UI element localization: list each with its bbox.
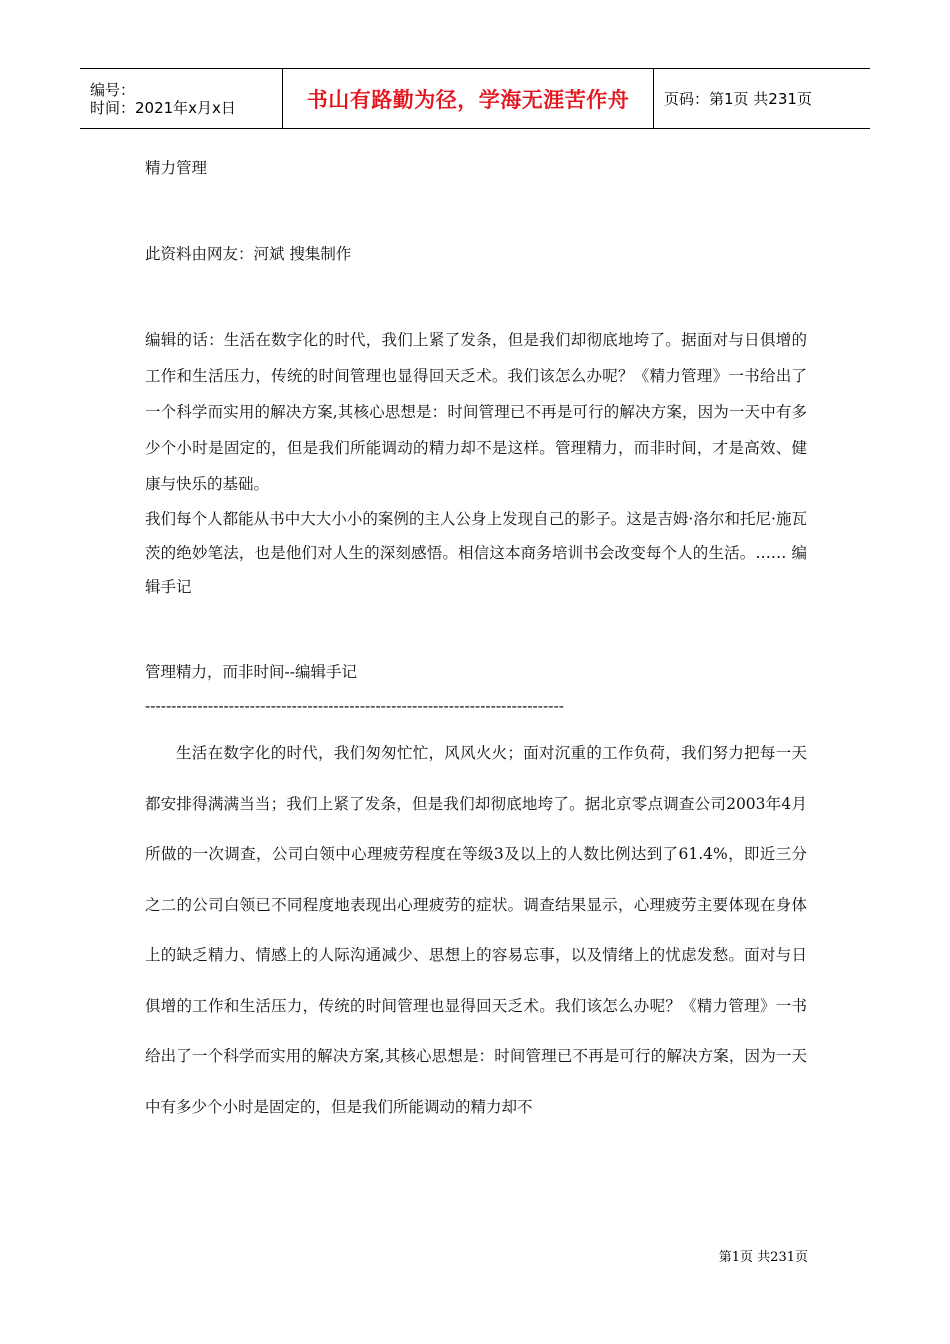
motto-text: 书山有路勤为径，学海无涯苦作舟 [306, 87, 630, 112]
document-body [145, 150, 807, 1132]
editor-note-paragraph-2: 我们每个人都能从书中大大小小的案例的主人公身上发现自己的影子。这是吉姆·洛尔和托尼·施瓦茨的绝妙笔法，也是他们对人生的深刻感悟。相信这本商务培训书会改变每个人的生活。…… 编辑手记 [145, 510, 807, 596]
divider-line: -------------------------------------------------------------------------------- [145, 697, 564, 715]
main-paragraph: 生活在数字化的时代，我们匆匆忙忙，风风火火；面对沉重的工作负荷，我们努力把每一天都安排得满满当当；我们上紧了发条，但是我们却彻底地垮了。据北京零点调查公司2003年4月所做的一次调查，公司白领中心理疲劳程度在等级3及以上的人数比例达到了61.4%，即近三分之二的公司白领已不同程度地表现出心理疲劳的症状。调查结果显示，心理疲劳主要体现在身体上的缺乏精力、情感上的人际沟通减少、思想上的容易忘事，以及情绪上的忧虑发愁。面对与日俱增的工作和生活压力，传统的时间管理也显得回天乏术。我们该怎么办呢？《精力管理》一书给出了一个科学而实用的解决方案,其核心思想是：时间管理已不再是可行的解决方案，因为一天中有多少个小时是固定的，但是我们所能调动的精力却不 [145, 744, 807, 1116]
doc-title: 精力管理 [145, 159, 208, 177]
header-page [654, 69, 870, 128]
source-note: 此资料由网友：河斌 搜集制作 [145, 245, 352, 263]
page-label: 页码：第1页 共231页 [664, 90, 812, 108]
section-title: 管理精力，而非时间--编辑手记 [145, 663, 357, 681]
editor-note-paragraph: 编辑的话：生活在数字化的时代，我们上紧了发条，但是我们却彻底地垮了。据面对与日俱增的工作和生活压力，传统的时间管理也显得回天乏术。我们该怎么办呢？《精力管理》一书给出了一个科学而实用的解决方案,其核心思想是：时间管理已不再是可行的解决方案，因为一天中有多少个小时是固定的，但是我们所能调动的精力却不是这样。管理精力，而非时间，才是高效、健康与快乐的基础。 [145, 331, 807, 493]
page-footer: 第1页 共231页 [718, 1250, 808, 1265]
number-label: 编号： [90, 80, 136, 99]
header-meta [80, 69, 282, 128]
document-header [80, 68, 870, 129]
header-motto [282, 69, 654, 128]
time-label: 时间：2021年x月x日 [90, 98, 236, 117]
